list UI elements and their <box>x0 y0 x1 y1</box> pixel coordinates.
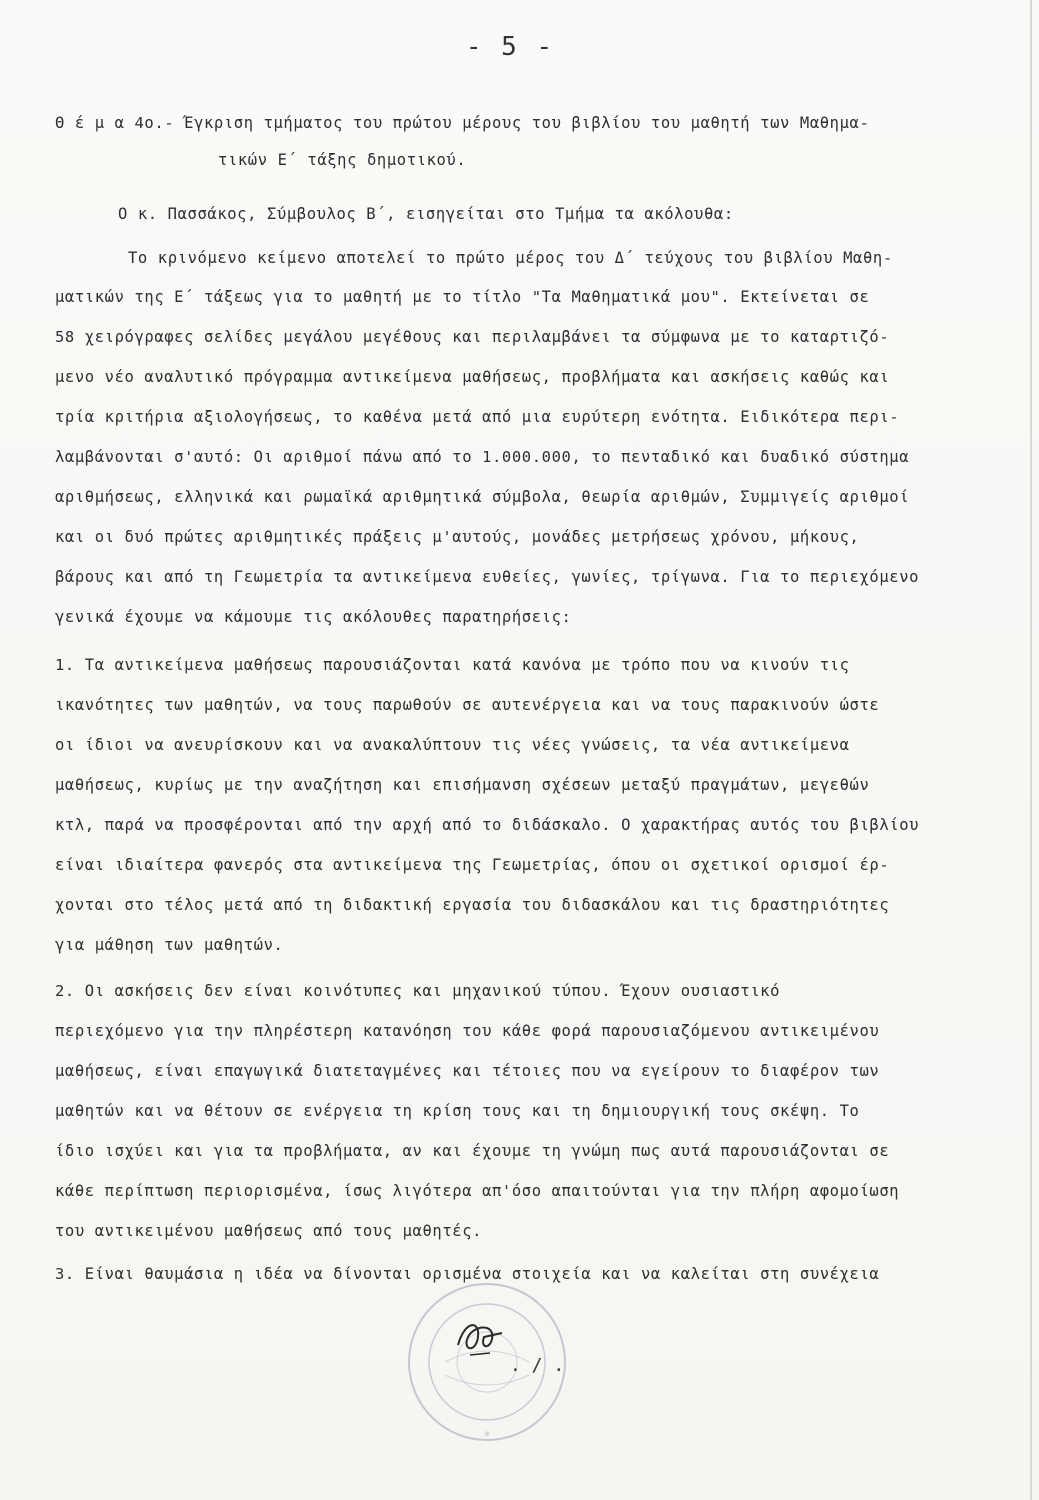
text-line: ικανότητες των μαθητών, να τους παρωθούν σε αυτενέργεια και να τους παρακινούν ώστε <box>55 696 880 714</box>
text-line: του αντικειμένου μαθήσεως από τους μαθητές. <box>55 1222 483 1240</box>
text-line: 3. Είναι θαυμάσια η ιδέα να δίνονται ορισμένα στοιχεία και να καλείται στη συνέχεια <box>55 1265 880 1283</box>
text-line: 58 χειρόγραφες σελίδες μεγάλου μεγέθους και περιλαμβάνει τα σύμφωνα με το καταρτιζό- <box>55 328 890 346</box>
text-line: Το κρινόμενο κείμενο αποτελεί το πρώτο μέρος του Δ΄ τεύχους του βιβλίου Μαθη- <box>128 249 893 267</box>
signature <box>450 1315 510 1360</box>
text-line: Ο κ. Πασσάκος, Σύμβουλος Β΄, εισηγείται στο Τμήμα τα ακόλουθα: <box>118 205 734 223</box>
text-line: περιεχόμενο για την πληρέστερη κατανόηση του κάθε φορά παρουσιαζόμενου αντικειμένου <box>55 1022 880 1040</box>
text-line: οι ίδιοι να ανευρίσκουν και να ανακαλύπτουν τις νέες γνώσεις, τα νέα αντικείμενα <box>55 736 850 754</box>
text-line: τρία κριτήρια αξιολογήσεως, το καθένα μετά από μια ευρύτερη ενότητα. Ειδικότερα περι- <box>55 408 900 426</box>
text-line: Θ έ μ α 4ο.- Έγκριση τμήματος του πρώτου μέρους του βιβλίου του μαθητή των Μαθημα- <box>55 114 870 132</box>
text-line: μαθητών και να θέτουν σε ενέργεια τη κρίση τους και τη δημιουργική τους σκέψη. Το <box>55 1102 860 1120</box>
text-line: γενικά έχουμε να κάμουμε τις ακόλουθες παρατηρήσεις: <box>55 608 572 626</box>
text-line: βάρους και από τη Γεωμετρία τα αντικείμενα ευθείες, γωνίες, τρίγωνα. Για το περιεχόμενο <box>55 568 920 586</box>
page-number: - 5 - <box>465 32 555 62</box>
text-line: μαθήσεως, κυρίως με την αναζήτηση και επισήμανση σχέσεων μεταξύ πραγμάτων, μεγεθών <box>55 776 870 794</box>
text-line: τικών Ε΄ τάξης δημοτικού. <box>218 151 467 169</box>
text-line: κάθε περίπτωση περιορισμένα, ίσως λιγότερα απ'όσο απαιτούνται για την πλήρη αφομοίωση <box>55 1182 900 1200</box>
text-line: 2. Οι ασκήσεις δεν είναι κοινότυπες και μηχανικού τύπου. Έχουν ουσιαστικό <box>55 982 781 1000</box>
svg-text:*: * <box>484 1429 490 1443</box>
text-line: μαθήσεως, είναι επαγωγικά διατεταγμένες και τέτοιες που να εγείρουν το διαφέρον των <box>55 1062 880 1080</box>
text-line: κτλ, παρά να προσφέρονται από την αρχή από το διδάσκαλο. Ο χαρακτήρας αυτός του βιβλίου <box>55 816 920 834</box>
text-line: ματικών της Ε΄ τάξεως για το μαθητή με το τίτλο "Τα Μαθηματικά μου". Εκτείνεται σε <box>55 288 870 306</box>
text-line: χονται στο τέλος μετά από τη διδακτική εργασία του διδασκάλου και τις δραστηριότητες <box>55 896 890 914</box>
text-line: αριθμήσεως, ελληνικά και ρωμαϊκά αριθμητικά σύμβολα, θεωρία αριθμών, Συμμιγείς αριθμοί <box>55 488 910 506</box>
text-line: λαμβάνονται σ'αυτό: Οι αριθμοί πάνω από το 1.000.000, το πενταδικό και δυαδικό σύστημα <box>55 448 910 466</box>
text-line: ίδιο ισχύει και για τα προβλήματα, αν και έχουμε τη γνώμη πως αυτά παρουσιάζονται σε <box>55 1142 890 1160</box>
page-edge <box>1030 0 1032 1500</box>
text-line: για μάθηση των μαθητών. <box>55 936 284 954</box>
initials-mark: . / . <box>510 1355 565 1376</box>
text-line: μενο νέο αναλυτικό πρόγραμμα αντικείμενα μαθήσεως, προβλήματα και ασκήσεις καθώς και <box>55 368 890 386</box>
text-line: είναι ιδιαίτερα φανερός στα αντικείμενα της Γεωμετρίας, όπου οι σχετικοί ορισμοί έρ- <box>55 856 890 874</box>
text-line: και οι δυό πρώτες αριθμητικές πράξεις μ'αυτούς, μονάδες μετρήσεως χρόνου, μήκους, <box>55 528 860 546</box>
text-line: 1. Τα αντικείμενα μαθήσεως παρουσιάζονται κατά κανόνα με τρόπο που να κινούν τις <box>55 656 850 674</box>
